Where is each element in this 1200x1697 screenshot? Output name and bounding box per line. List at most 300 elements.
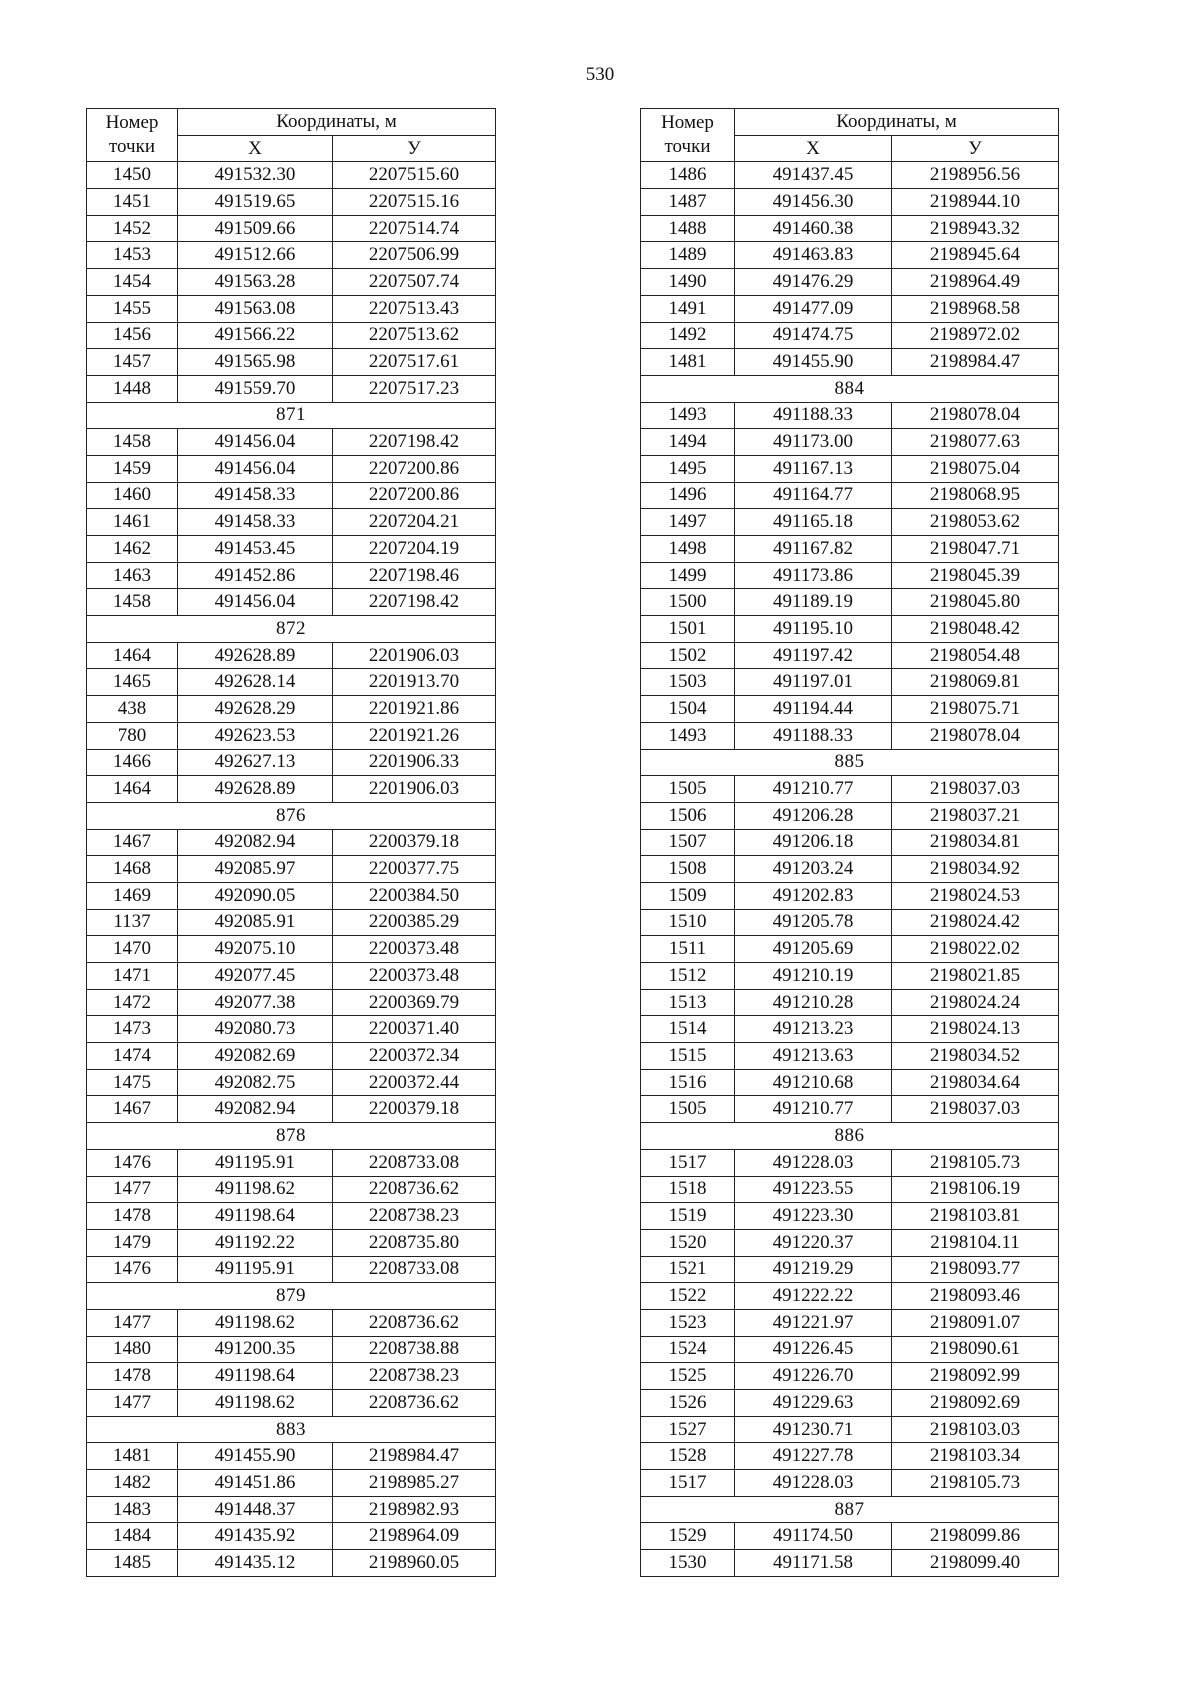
x-coordinate-cell: 492080.73 <box>178 1016 333 1043</box>
point-number-cell: 1470 <box>87 936 178 963</box>
point-number-cell: 1455 <box>87 295 178 322</box>
x-coordinate-cell: 491210.19 <box>735 963 892 990</box>
point-number-cell: 1517 <box>641 1149 735 1176</box>
point-number-cell: 1515 <box>641 1043 735 1070</box>
y-column-header: У <box>333 135 496 162</box>
table-row <box>641 1390 1059 1417</box>
y-coordinate-cell: 2208736.62 <box>333 1176 496 1203</box>
y-coordinate-cell: 2198024.24 <box>892 989 1059 1016</box>
x-coordinate-cell: 491230.71 <box>735 1416 892 1443</box>
point-number-cell: 1505 <box>641 776 735 803</box>
x-coordinate-cell: 491448.37 <box>178 1496 333 1523</box>
table-row <box>641 1176 1059 1203</box>
point-number-cell: 1512 <box>641 963 735 990</box>
point-number-cell: 1494 <box>641 429 735 456</box>
point-number-cell: 1510 <box>641 909 735 936</box>
y-coordinate-cell: 2200373.48 <box>333 963 496 990</box>
y-coordinate-cell: 2207198.46 <box>333 562 496 589</box>
point-number-cell: 1489 <box>641 242 735 269</box>
table-row <box>641 642 1059 669</box>
point-number-cell: 1474 <box>87 1043 178 1070</box>
point-number-cell: 1524 <box>641 1336 735 1363</box>
section-label: 878 <box>87 1123 496 1150</box>
y-coordinate-cell: 2201921.86 <box>333 696 496 723</box>
table-row <box>641 1229 1059 1256</box>
x-coordinate-cell: 492082.94 <box>178 829 333 856</box>
y-coordinate-cell: 2208735.80 <box>333 1229 496 1256</box>
table-row <box>641 269 1059 296</box>
x-coordinate-cell: 491435.12 <box>178 1550 333 1577</box>
point-number-cell: 1505 <box>641 1096 735 1123</box>
table-row <box>87 1176 496 1203</box>
point-number-cell: 1522 <box>641 1283 735 1310</box>
x-coordinate-cell: 491227.78 <box>735 1443 892 1470</box>
point-header-line2: точки <box>664 136 711 158</box>
y-coordinate-cell: 2201913.70 <box>333 669 496 696</box>
point-number-header <box>641 109 735 162</box>
y-coordinate-cell: 2198982.93 <box>333 1496 496 1523</box>
section-row <box>87 1123 496 1150</box>
point-number-cell: 1486 <box>641 162 735 189</box>
table-row <box>641 509 1059 536</box>
table-row <box>87 509 496 536</box>
y-coordinate-cell: 2200373.48 <box>333 936 496 963</box>
table-row <box>87 1470 496 1497</box>
table-row <box>87 1309 496 1336</box>
point-number-cell: 1491 <box>641 295 735 322</box>
x-coordinate-cell: 491463.83 <box>735 242 892 269</box>
section-row <box>641 375 1059 402</box>
y-coordinate-cell: 2198021.85 <box>892 963 1059 990</box>
y-coordinate-cell: 2201906.03 <box>333 642 496 669</box>
y-coordinate-cell: 2207513.43 <box>333 295 496 322</box>
section-row <box>87 616 496 643</box>
y-coordinate-cell: 2207513.62 <box>333 322 496 349</box>
y-coordinate-cell: 2208733.08 <box>333 1149 496 1176</box>
x-coordinate-cell: 491222.22 <box>735 1283 892 1310</box>
x-coordinate-cell: 491458.33 <box>178 482 333 509</box>
point-number-cell: 1460 <box>87 482 178 509</box>
y-coordinate-cell: 2200379.18 <box>333 1096 496 1123</box>
x-coordinate-cell: 491188.33 <box>735 402 892 429</box>
table-row <box>87 1149 496 1176</box>
y-coordinate-cell: 2207198.42 <box>333 429 496 456</box>
x-coordinate-cell: 491228.03 <box>735 1149 892 1176</box>
section-label: 886 <box>641 1123 1059 1150</box>
table-row <box>87 375 496 402</box>
x-coordinate-cell: 492628.14 <box>178 669 333 696</box>
x-coordinate-cell: 491205.78 <box>735 909 892 936</box>
table-row <box>641 963 1059 990</box>
table-row <box>641 215 1059 242</box>
x-coordinate-cell: 491194.44 <box>735 696 892 723</box>
point-number-cell: 1463 <box>87 562 178 589</box>
table-row <box>87 669 496 696</box>
y-coordinate-cell: 2198944.10 <box>892 189 1059 216</box>
x-column-header: X <box>178 135 333 162</box>
section-row <box>87 1416 496 1443</box>
y-coordinate-cell: 2198964.09 <box>333 1523 496 1550</box>
x-coordinate-cell: 491174.50 <box>735 1523 892 1550</box>
y-coordinate-cell: 2198091.07 <box>892 1309 1059 1336</box>
point-number-cell: 1477 <box>87 1176 178 1203</box>
table-row <box>641 162 1059 189</box>
table-row <box>641 295 1059 322</box>
y-coordinate-cell: 2198103.03 <box>892 1416 1059 1443</box>
table-row <box>641 589 1059 616</box>
y-coordinate-cell: 2201906.33 <box>333 749 496 776</box>
y-coordinate-cell: 2198099.86 <box>892 1523 1059 1550</box>
y-coordinate-cell: 2208736.62 <box>333 1309 496 1336</box>
y-coordinate-cell: 2198022.02 <box>892 936 1059 963</box>
y-coordinate-cell: 2201906.03 <box>333 776 496 803</box>
x-coordinate-cell: 491559.70 <box>178 375 333 402</box>
point-number-cell: 1493 <box>641 722 735 749</box>
table-row <box>87 1203 496 1230</box>
table-row <box>87 215 496 242</box>
x-coordinate-cell: 491477.09 <box>735 295 892 322</box>
table-row <box>641 722 1059 749</box>
y-coordinate-cell: 2198053.62 <box>892 509 1059 536</box>
x-coordinate-cell: 491460.38 <box>735 215 892 242</box>
x-coordinate-cell: 491210.77 <box>735 776 892 803</box>
table-row <box>87 562 496 589</box>
y-coordinate-cell: 2198034.52 <box>892 1043 1059 1070</box>
section-label: 884 <box>641 375 1059 402</box>
y-coordinate-cell: 2207514.74 <box>333 215 496 242</box>
y-coordinate-cell: 2207506.99 <box>333 242 496 269</box>
y-coordinate-cell: 2198077.63 <box>892 429 1059 456</box>
x-coordinate-cell: 491192.22 <box>178 1229 333 1256</box>
point-number-cell: 1478 <box>87 1363 178 1390</box>
table-row <box>87 1256 496 1283</box>
x-coordinate-cell: 491205.69 <box>735 936 892 963</box>
table-row <box>87 829 496 856</box>
x-coordinate-cell: 492628.89 <box>178 642 333 669</box>
point-number-cell: 1490 <box>641 269 735 296</box>
y-coordinate-cell: 2198943.32 <box>892 215 1059 242</box>
x-coordinate-cell: 492082.94 <box>178 1096 333 1123</box>
point-number-cell: 1503 <box>641 669 735 696</box>
table-row <box>87 882 496 909</box>
y-coordinate-cell: 2198972.02 <box>892 322 1059 349</box>
point-number-cell: 1498 <box>641 536 735 563</box>
y-coordinate-cell: 2198960.05 <box>333 1550 496 1577</box>
table-row <box>641 1096 1059 1123</box>
x-coordinate-cell: 491563.08 <box>178 295 333 322</box>
y-coordinate-cell: 2198964.49 <box>892 269 1059 296</box>
point-number-cell: 1466 <box>87 749 178 776</box>
point-number-cell: 1516 <box>641 1069 735 1096</box>
y-coordinate-cell: 2207200.86 <box>333 482 496 509</box>
x-coordinate-cell: 491188.33 <box>735 722 892 749</box>
x-coordinate-cell: 491226.45 <box>735 1336 892 1363</box>
point-header-line1: Номер <box>105 112 159 134</box>
point-number-cell: 1484 <box>87 1523 178 1550</box>
point-number-cell: 1495 <box>641 455 735 482</box>
x-coordinate-cell: 492082.69 <box>178 1043 333 1070</box>
y-coordinate-cell: 2198099.40 <box>892 1550 1059 1577</box>
point-number-cell: 1477 <box>87 1309 178 1336</box>
table-row <box>87 1443 496 1470</box>
table-row <box>641 1363 1059 1390</box>
section-label: 885 <box>641 749 1059 776</box>
table-row <box>641 1069 1059 1096</box>
point-number-cell: 1471 <box>87 963 178 990</box>
x-coordinate-cell: 491202.83 <box>735 882 892 909</box>
table-row <box>641 909 1059 936</box>
x-coordinate-cell: 491512.66 <box>178 242 333 269</box>
y-coordinate-cell: 2198075.71 <box>892 696 1059 723</box>
point-number-cell: 1469 <box>87 882 178 909</box>
y-coordinate-cell: 2207515.16 <box>333 189 496 216</box>
y-coordinate-cell: 2198090.61 <box>892 1336 1059 1363</box>
point-number-cell: 1527 <box>641 1416 735 1443</box>
section-label: 871 <box>87 402 496 429</box>
y-coordinate-cell: 2198068.95 <box>892 482 1059 509</box>
y-coordinate-cell: 2198048.42 <box>892 616 1059 643</box>
y-coordinate-cell: 2207507.74 <box>333 269 496 296</box>
y-coordinate-cell: 2198078.04 <box>892 722 1059 749</box>
table-row <box>87 322 496 349</box>
x-coordinate-cell: 491455.90 <box>178 1443 333 1470</box>
y-coordinate-cell: 2207200.86 <box>333 455 496 482</box>
x-coordinate-cell: 491164.77 <box>735 482 892 509</box>
table-row <box>641 562 1059 589</box>
point-number-cell: 1464 <box>87 776 178 803</box>
x-coordinate-cell: 491195.10 <box>735 616 892 643</box>
y-coordinate-cell: 2198078.04 <box>892 402 1059 429</box>
point-number-cell: 1462 <box>87 536 178 563</box>
point-number-cell: 1506 <box>641 802 735 829</box>
y-coordinate-cell: 2198103.34 <box>892 1443 1059 1470</box>
point-number-cell: 1529 <box>641 1523 735 1550</box>
coordinates-table-right <box>640 108 1059 1577</box>
point-number-cell: 1453 <box>87 242 178 269</box>
x-coordinate-cell: 492077.45 <box>178 963 333 990</box>
x-coordinate-cell: 491458.33 <box>178 509 333 536</box>
section-row <box>87 802 496 829</box>
table-row <box>641 802 1059 829</box>
table-row <box>87 1043 496 1070</box>
y-coordinate-cell: 2198034.81 <box>892 829 1059 856</box>
point-number-cell: 1481 <box>87 1443 178 1470</box>
point-number-cell: 1508 <box>641 856 735 883</box>
table-row <box>87 722 496 749</box>
point-number-cell: 1507 <box>641 829 735 856</box>
y-column-header: У <box>892 135 1059 162</box>
y-coordinate-cell: 2198069.81 <box>892 669 1059 696</box>
table-row <box>641 829 1059 856</box>
table-row <box>641 1443 1059 1470</box>
table-row <box>641 455 1059 482</box>
x-coordinate-cell: 491220.37 <box>735 1229 892 1256</box>
x-coordinate-cell: 491452.86 <box>178 562 333 589</box>
y-coordinate-cell: 2198093.77 <box>892 1256 1059 1283</box>
x-coordinate-cell: 491451.86 <box>178 1470 333 1497</box>
section-label: 883 <box>87 1416 496 1443</box>
x-coordinate-cell: 491203.24 <box>735 856 892 883</box>
point-number-cell: 1475 <box>87 1069 178 1096</box>
point-number-cell: 780 <box>87 722 178 749</box>
y-coordinate-cell: 2198037.03 <box>892 776 1059 803</box>
table-row <box>87 242 496 269</box>
point-header-line2: точки <box>108 136 155 158</box>
x-coordinate-cell: 491210.28 <box>735 989 892 1016</box>
table-row <box>641 1470 1059 1497</box>
y-coordinate-cell: 2198024.53 <box>892 882 1059 909</box>
y-coordinate-cell: 2201921.26 <box>333 722 496 749</box>
y-coordinate-cell: 2198037.03 <box>892 1096 1059 1123</box>
x-column-header: X <box>735 135 892 162</box>
x-coordinate-cell: 491173.00 <box>735 429 892 456</box>
point-number-cell: 1499 <box>641 562 735 589</box>
table-row <box>641 696 1059 723</box>
point-number-cell: 1461 <box>87 509 178 536</box>
table-row <box>87 936 496 963</box>
point-number-cell: 1476 <box>87 1149 178 1176</box>
y-coordinate-cell: 2198945.64 <box>892 242 1059 269</box>
point-number-cell: 1485 <box>87 1550 178 1577</box>
table-row <box>87 429 496 456</box>
table-row <box>87 909 496 936</box>
point-number-cell: 1517 <box>641 1470 735 1497</box>
point-number-cell: 1482 <box>87 1470 178 1497</box>
y-coordinate-cell: 2198105.73 <box>892 1470 1059 1497</box>
point-number-cell: 1450 <box>87 162 178 189</box>
y-coordinate-cell: 2198092.99 <box>892 1363 1059 1390</box>
table-body <box>641 162 1059 1576</box>
point-number-cell: 1478 <box>87 1203 178 1230</box>
point-number-cell: 1467 <box>87 829 178 856</box>
table-body <box>87 162 496 1576</box>
point-number-cell: 1451 <box>87 189 178 216</box>
section-row <box>87 402 496 429</box>
table-row <box>641 536 1059 563</box>
x-coordinate-cell: 491200.35 <box>178 1336 333 1363</box>
point-number-cell: 1523 <box>641 1309 735 1336</box>
y-coordinate-cell: 2198034.64 <box>892 1069 1059 1096</box>
x-coordinate-cell: 491167.13 <box>735 455 892 482</box>
table-row <box>641 1203 1059 1230</box>
table-row <box>641 776 1059 803</box>
point-number-cell: 1480 <box>87 1336 178 1363</box>
y-coordinate-cell: 2200372.44 <box>333 1069 496 1096</box>
table-row <box>87 749 496 776</box>
table-row <box>87 482 496 509</box>
x-coordinate-cell: 491229.63 <box>735 1390 892 1417</box>
point-header-line1: Номер <box>661 112 714 134</box>
section-row <box>641 1496 1059 1523</box>
x-coordinate-cell: 491474.75 <box>735 322 892 349</box>
table-row <box>641 402 1059 429</box>
y-coordinate-cell: 2198045.39 <box>892 562 1059 589</box>
table-row <box>641 349 1059 376</box>
point-number-cell: 1496 <box>641 482 735 509</box>
section-label: 872 <box>87 616 496 643</box>
x-coordinate-cell: 491210.77 <box>735 1096 892 1123</box>
table-row <box>641 1256 1059 1283</box>
x-coordinate-cell: 491455.90 <box>735 349 892 376</box>
x-coordinate-cell: 491171.58 <box>735 1550 892 1577</box>
x-coordinate-cell: 491221.97 <box>735 1309 892 1336</box>
x-coordinate-cell: 491213.23 <box>735 1016 892 1043</box>
table-row <box>87 536 496 563</box>
table-row <box>641 242 1059 269</box>
point-number-cell: 1467 <box>87 1096 178 1123</box>
x-coordinate-cell: 491198.62 <box>178 1390 333 1417</box>
table-row <box>641 1523 1059 1550</box>
x-coordinate-cell: 491210.68 <box>735 1069 892 1096</box>
y-coordinate-cell: 2198956.56 <box>892 162 1059 189</box>
point-number-cell: 1488 <box>641 215 735 242</box>
x-coordinate-cell: 491198.62 <box>178 1176 333 1203</box>
point-number-cell: 1452 <box>87 215 178 242</box>
point-number-cell: 1500 <box>641 589 735 616</box>
table-row <box>641 482 1059 509</box>
point-number-cell: 1514 <box>641 1016 735 1043</box>
table-row <box>87 696 496 723</box>
table-row <box>87 349 496 376</box>
x-coordinate-cell: 491219.29 <box>735 1256 892 1283</box>
table-row <box>641 429 1059 456</box>
point-number-cell: 1528 <box>641 1443 735 1470</box>
table-row <box>87 589 496 616</box>
x-coordinate-cell: 491456.30 <box>735 189 892 216</box>
x-coordinate-cell: 491435.92 <box>178 1523 333 1550</box>
point-number-cell: 1487 <box>641 189 735 216</box>
x-coordinate-cell: 492628.89 <box>178 776 333 803</box>
point-number-cell: 1520 <box>641 1229 735 1256</box>
point-number-cell: 1457 <box>87 349 178 376</box>
table-row <box>641 1416 1059 1443</box>
table-row <box>87 189 496 216</box>
y-coordinate-cell: 2200371.40 <box>333 1016 496 1043</box>
x-coordinate-cell: 491198.62 <box>178 1309 333 1336</box>
y-coordinate-cell: 2200369.79 <box>333 989 496 1016</box>
table-row <box>87 162 496 189</box>
y-coordinate-cell: 2207515.60 <box>333 162 496 189</box>
x-coordinate-cell: 491532.30 <box>178 162 333 189</box>
y-coordinate-cell: 2198034.92 <box>892 856 1059 883</box>
x-coordinate-cell: 491228.03 <box>735 1470 892 1497</box>
table-row <box>87 295 496 322</box>
point-number-cell: 1483 <box>87 1496 178 1523</box>
x-coordinate-cell: 491213.63 <box>735 1043 892 1070</box>
coordinates-header: Координаты, м <box>178 109 496 136</box>
table-row <box>87 1496 496 1523</box>
point-number-cell: 1511 <box>641 936 735 963</box>
y-coordinate-cell: 2198968.58 <box>892 295 1059 322</box>
x-coordinate-cell: 491223.30 <box>735 1203 892 1230</box>
x-coordinate-cell: 492085.97 <box>178 856 333 883</box>
y-coordinate-cell: 2198106.19 <box>892 1176 1059 1203</box>
table-row <box>87 269 496 296</box>
x-coordinate-cell: 492090.05 <box>178 882 333 909</box>
table-row <box>641 1550 1059 1577</box>
table-header-row <box>641 109 1059 136</box>
y-coordinate-cell: 2207198.42 <box>333 589 496 616</box>
section-row <box>641 749 1059 776</box>
x-coordinate-cell: 491476.29 <box>735 269 892 296</box>
point-number-cell: 1465 <box>87 669 178 696</box>
table-row <box>641 1043 1059 1070</box>
point-number-cell: 1509 <box>641 882 735 909</box>
point-number-cell: 1458 <box>87 429 178 456</box>
point-number-cell: 1502 <box>641 642 735 669</box>
table-row <box>641 1336 1059 1363</box>
x-coordinate-cell: 491223.55 <box>735 1176 892 1203</box>
